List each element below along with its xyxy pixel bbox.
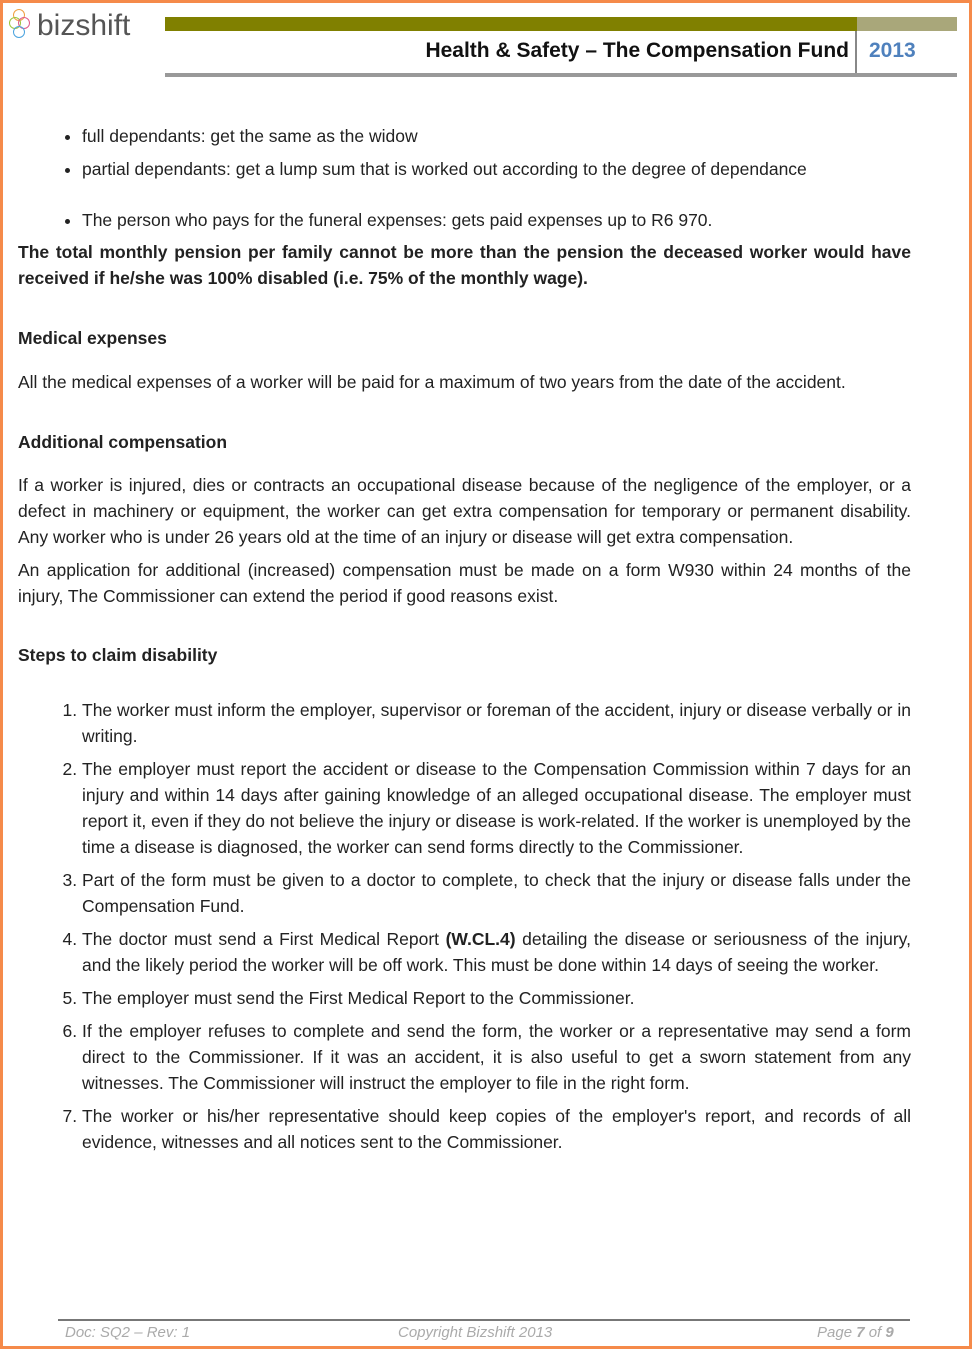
section-heading: Medical expenses: [18, 328, 167, 348]
list-item: 1. The worker must inform the employer, supervisor or foreman of the accident, injury or disease verbally or in writing.: [82, 697, 911, 749]
list-item: 5. The employer must send the First Medical Report to the Commissioner.: [82, 985, 911, 1011]
footer-doc: Doc: SQ2 – Rev: 1: [65, 1324, 191, 1341]
list-item: 6. If the employer refuses to complete and send the form, the worker or a representative may send a form direct to the Commissioner. If it was an accident, it is also useful to get a sworn statement from any witnesses. The Commissioner will instruct the employer to file in the right form.: [82, 1018, 911, 1096]
paragraph: All the medical expenses of a worker will be paid for a maximum of two years from the date of the accident.: [18, 372, 846, 392]
paragraph: An application for additional (increased) compensation must be made on a form W930 within 24 months of the injury, The Commissioner can extend the period if good reasons exist.: [18, 560, 911, 606]
header-rule: [165, 73, 957, 77]
footer-page: Page 7 of 9: [817, 1324, 894, 1341]
logo-text: bizshift: [37, 9, 131, 42]
list-item: • The person who pays for the funeral expenses: gets paid expenses up to R6 970.: [82, 207, 911, 233]
list-item: 2. The employer must report the accident or disease to the Compensation Commission within 7 days for an injury and within 14 days after gaining knowledge of an alleged occupational disease. The employer must report it, even if they do not believe the injury or disease is work-related. If the worker is unemployed by the time a disease is diagnosed, the worker can send forms directly to the Commissioner.: [82, 756, 911, 860]
bizshift-logo: [9, 9, 130, 43]
header-bar: [165, 17, 857, 31]
section-heading: Additional compensation: [18, 432, 228, 452]
header-bar-accent: [857, 17, 957, 31]
steps-list: [18, 697, 911, 1155]
document-body: [18, 123, 911, 1155]
footer-copyright: Copyright Bizshift 2013: [398, 1324, 553, 1341]
header-title: Health & Safety – The Compensation Fund: [425, 39, 849, 62]
list-item: • full dependants: get the same as the widow: [82, 123, 911, 149]
list-item: 3. Part of the form must be given to a doctor to complete, to check that the injury or disease falls under the Compensation Fund.: [82, 867, 911, 919]
pension-note: The total monthly pension per family cannot be more than the pension the deceased worker would have received if he/she was 100% disabled (i.e. 75% of the monthly wage).: [18, 242, 911, 288]
header-year: 2013: [869, 39, 916, 62]
list-item: 4. The doctor must send a First Medical Report (W.CL.4) detailing the disease or seriousness of the injury, and the likely period the worker will be off work. This must be done within 14 days of seeing the worker.: [82, 926, 911, 978]
footer-rule: [58, 1319, 910, 1321]
document-page: [3, 3, 969, 1346]
list-item: 7. The worker or his/her representative should keep copies of the employer's report, and records of all evidence, witnesses and all notices sent to the Commissioner.: [82, 1103, 911, 1155]
dependants-list: [18, 123, 911, 233]
section-heading: Steps to claim disability: [18, 645, 218, 665]
list-item: • partial dependants: get a lump sum that is worked out according to the degree of dependance: [82, 156, 911, 182]
logo-circles-icon: [9, 9, 35, 43]
paragraph: If a worker is injured, dies or contracts an occupational disease because of the negligence of the employer, or a defect in machinery or equipment, the worker can get extra compensation for temporary or permanent disability. Any worker who is under 26 years old at the time of an injury or disease will get extra compensation.: [18, 475, 911, 547]
header-divider: [855, 31, 857, 75]
